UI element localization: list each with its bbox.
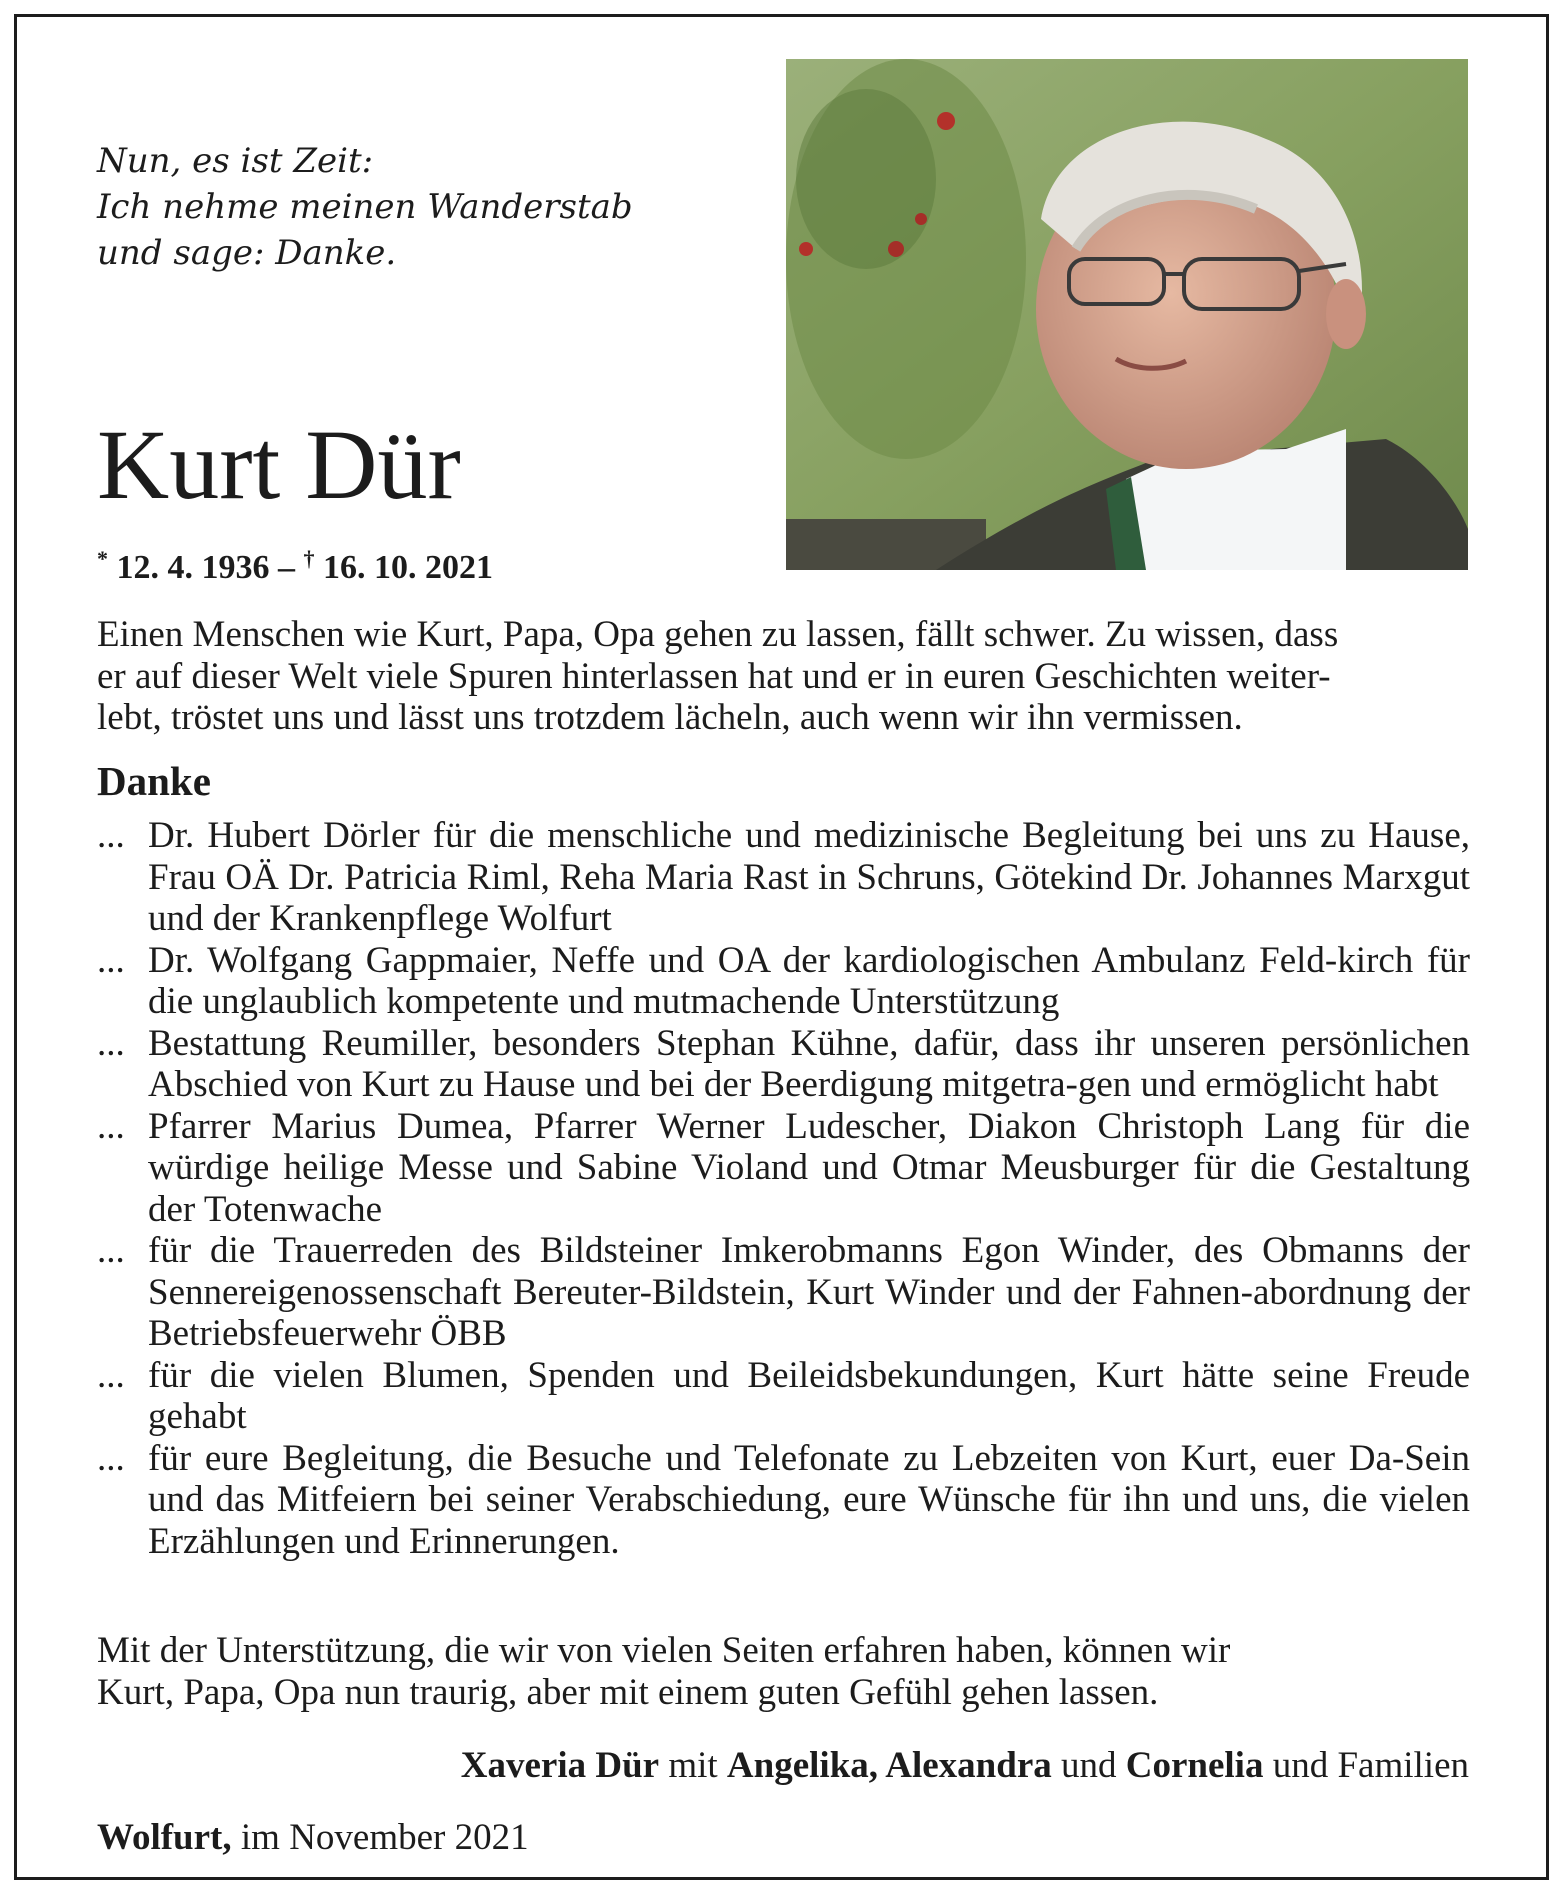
- signature-suffix: und Familien: [1272, 1745, 1469, 1786]
- list-marker: ...: [97, 1022, 125, 1064]
- list-item: [97, 1355, 1470, 1438]
- intro-line: lebt, tröstet uns und lässt uns trotzdem lächeln, auch wenn wir ihn vermissen.: [97, 697, 1243, 738]
- closing-line: Kurt, Papa, Opa nun traurig, aber mit einem guten Gefühl gehen lassen.: [97, 1671, 1159, 1713]
- signature-connector: und: [1061, 1745, 1117, 1786]
- poem: [97, 138, 633, 276]
- list-item-text: Dr. Hubert Dörler für die menschliche und medizinische Begleitung bei uns zu Hause, Frau OÄ Dr. Patricia Riml, Reha Maria Rast in Schruns, Götekind Dr. Johannes Marxgut und der Krankenpflege Wolfurt: [148, 815, 1470, 939]
- list-item: [97, 1230, 1470, 1355]
- intro-line: er auf dieser Welt viele Spuren hinterlassen hat und er in euren Geschichten weiter-: [97, 655, 1331, 697]
- life-dates: [97, 537, 493, 590]
- list-item: [97, 1023, 1470, 1106]
- list-item-text: für eure Begleitung, die Besuche und Telefonate zu Lebzeiten von Kurt, euer Da-Sein und das Mitfeiern bei seiner Verabschiedung, eure Wünsche für ihn und uns, die vielen Erzählungen und Erinnerungen.: [148, 1437, 1470, 1562]
- poem-line: und sage: Danke.: [97, 233, 397, 273]
- list-item-text: für die Trauerreden des Bildsteiner Imkerobmanns Egon Winder, des Obmanns der Sennereigenossenschaft Bereuter-Bildstein, Kurt Winder und der Fahnen-abordnung der Betriebsfeuerwehr ÖBB: [148, 1230, 1470, 1354]
- list-item-text: Dr. Wolfgang Gappmaier, Neffe und OA der kardiologischen Ambulanz Feld-kirch für die unglaublich kompetente und mutmachende Unterstützung: [148, 939, 1470, 1022]
- signature: [461, 1744, 1469, 1788]
- list-item-text: Bestattung Reumiller, besonders Stephan Kühne, dafür, dass ihr unseren persönlichen Abschied von Kurt zu Hause und bei der Beerdigung mitgetra-gen und ermöglicht habt: [148, 1022, 1470, 1105]
- birth-date: 12. 4. 1936: [116, 549, 270, 586]
- birth-mark: *: [97, 546, 108, 571]
- list-item: [97, 815, 1470, 940]
- list-marker: ...: [97, 1230, 125, 1271]
- date-separator: –: [278, 549, 295, 586]
- signature-connector: mit: [668, 1745, 718, 1786]
- thanks-heading: Danke: [97, 758, 211, 804]
- closing-paragraph: [97, 1630, 1470, 1713]
- list-item: [97, 1438, 1470, 1563]
- intro-line: Einen Menschen wie Kurt, Papa, Opa gehen zu lassen, fällt schwer. Zu wissen, dass: [97, 614, 1339, 655]
- thanks-list: [97, 815, 1470, 1562]
- poem-line: Ich nehme meinen Wanderstab: [97, 187, 633, 227]
- signer-name: Xaveria Dür: [460, 1745, 660, 1786]
- list-marker: ...: [97, 1354, 125, 1396]
- death-date: 16. 10. 2021: [323, 549, 493, 586]
- list-item-text: Pfarrer Marius Dumea, Pfarrer Werner Ludescher, Diakon Christoph Lang für die würdige heilige Messe und Sabine Violand und Otmar Meusburger für die Gestaltung der Totenwache: [148, 1105, 1470, 1230]
- place-and-date: [97, 1816, 529, 1860]
- list-marker: ...: [97, 1105, 125, 1147]
- death-mark: †: [303, 546, 315, 571]
- list-marker: ...: [97, 815, 125, 856]
- portrait-photo: [786, 59, 1468, 570]
- list-marker: ...: [97, 939, 125, 981]
- signer-name: Cornelia: [1125, 1745, 1264, 1786]
- list-item-text: für die vielen Blumen, Spenden und Beileidsbekundungen, Kurt hätte seine Freude gehabt: [148, 1354, 1470, 1437]
- signer-name: Angelika, Alexandra: [726, 1745, 1052, 1786]
- place-date: im November 2021: [240, 1817, 529, 1858]
- list-item: [97, 940, 1470, 1023]
- poem-line: Nun, es ist Zeit:: [97, 141, 374, 181]
- list-item: [97, 1106, 1470, 1231]
- deceased-name: Kurt Dür: [97, 409, 461, 520]
- list-marker: ...: [97, 1437, 125, 1479]
- place-town: Wolfurt,: [97, 1817, 232, 1858]
- intro-paragraph: [97, 614, 1470, 739]
- closing-line: Mit der Unterstützung, die wir von vielen Seiten erfahren haben, können wir: [97, 1630, 1231, 1671]
